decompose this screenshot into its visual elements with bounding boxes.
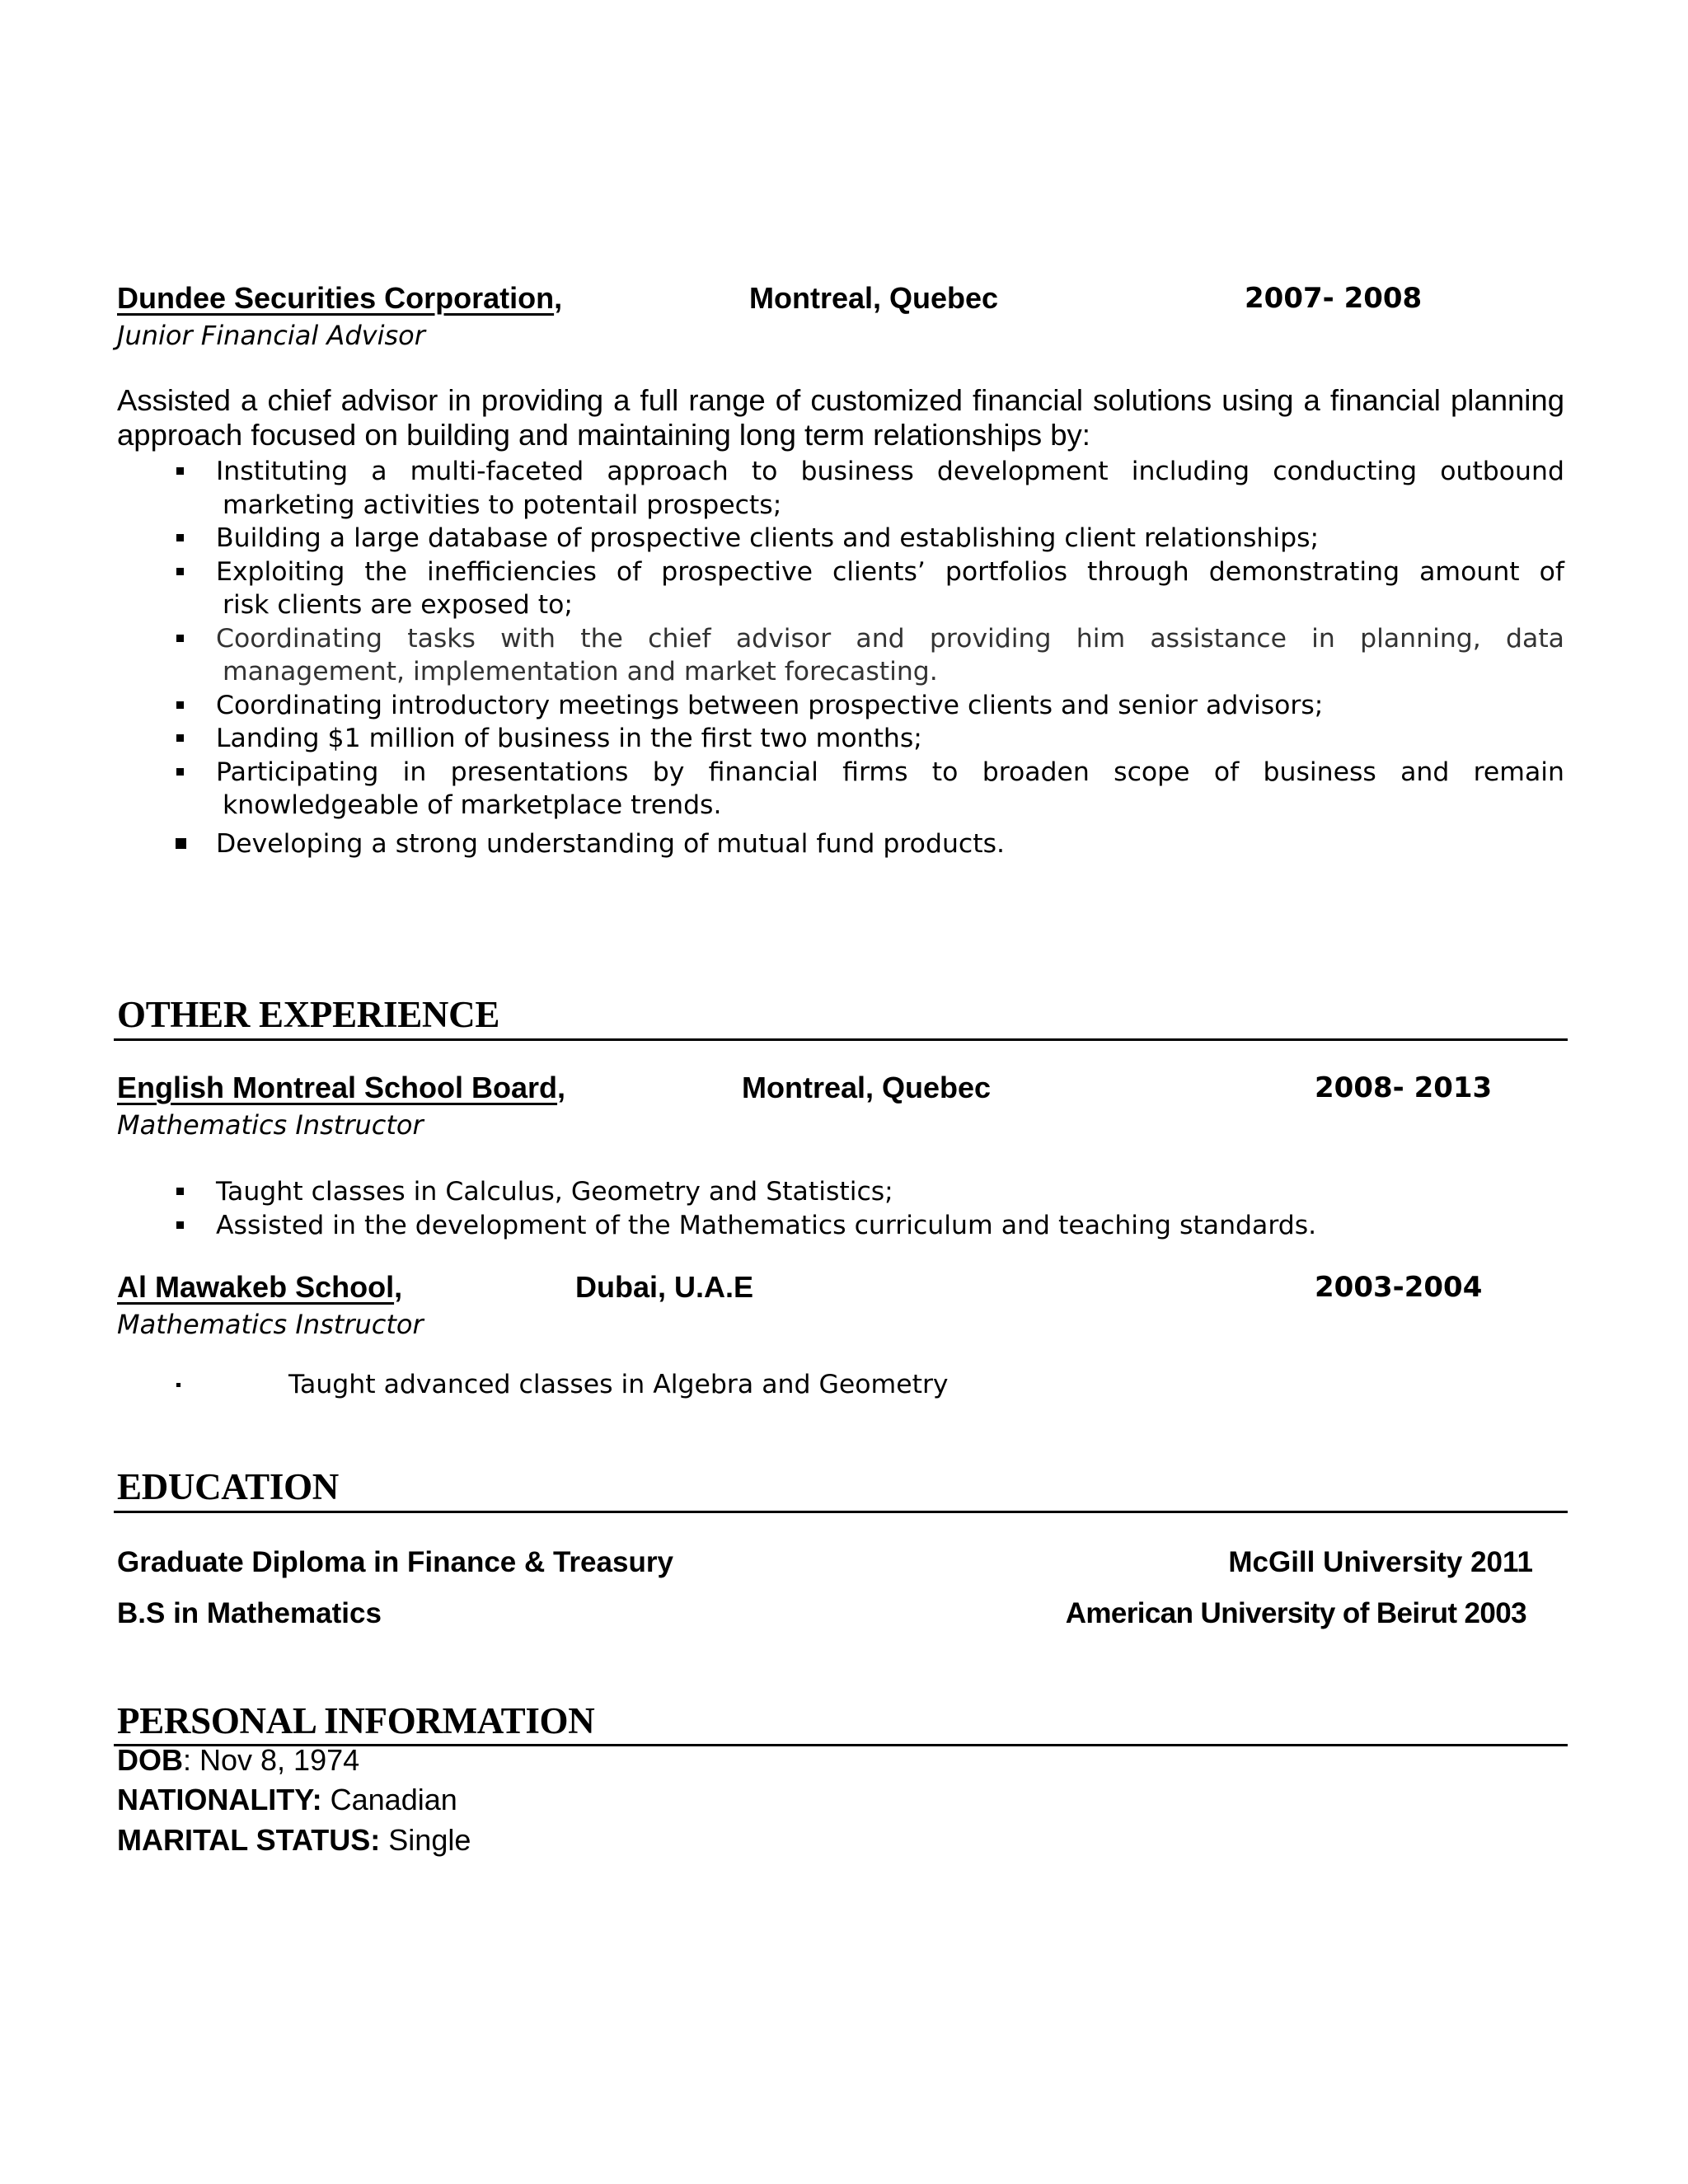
bullet-square-icon <box>176 701 184 709</box>
bullet-square-icon <box>176 1383 181 1387</box>
years-al-mawakeb: 2003-2004 <box>1315 1271 1483 1304</box>
list-item: Assisted in the development of the Mathematics curriculum and teaching standards. <box>216 1209 1564 1243</box>
bullet-square-icon <box>176 768 184 776</box>
years-dundee: 2007- 2008 <box>1245 282 1423 315</box>
section-heading-other-experience: OTHER EXPERIENCE <box>117 994 500 1035</box>
intro-line: approach focused on building and maintaining long term relationships by: <box>117 418 1090 452</box>
list-item: Building a large database of prospective clients and establishing client relationships; <box>216 522 1564 555</box>
section-heading-education: EDUCATION <box>117 1466 339 1507</box>
dob-line: DOB: Nov 8, 1974 <box>117 1743 360 1777</box>
section-divider <box>114 1038 1568 1041</box>
school-aub: American University of Beirut 2003 <box>1065 1597 1526 1629</box>
location-al-mawakeb: Dubai, U.A.E <box>575 1270 754 1304</box>
emsb-bullet-list <box>216 1175 1564 1242</box>
bullet-square-icon <box>176 1221 184 1229</box>
bullet-square-icon <box>176 635 184 642</box>
role-dundee: Junior Financial Advisor <box>117 320 425 351</box>
role-emsb: Mathematics Instructor <box>117 1109 424 1141</box>
list-item: Coordinating introductory meetings between prospective clients and senior advisors; <box>216 689 1564 723</box>
bullet-square-icon <box>176 734 184 742</box>
employer-al-mawakeb: Al Mawakeb School, <box>117 1270 403 1304</box>
bullet-square-icon <box>176 568 184 575</box>
location-dundee: Montreal, Quebec <box>749 281 999 315</box>
intro-line: Assisted a chief advisor in providing a full range of customized financial solutions using a financial planning <box>117 383 1564 417</box>
degree-bs-mathematics: B.S in Mathematics <box>117 1597 382 1629</box>
bullet-square-icon <box>176 1188 184 1195</box>
section-divider <box>114 1511 1568 1513</box>
list-item: Taught classes in Calculus, Geometry and Statistics; <box>216 1175 1564 1209</box>
employer-dundee: Dundee Securities Corporation, <box>117 281 563 315</box>
bullet-square-icon <box>176 534 184 541</box>
degree-graduate-diploma: Graduate Diploma in Finance & Treasury <box>117 1546 673 1578</box>
dundee-bullet-list <box>216 455 1564 860</box>
years-emsb: 2008- 2013 <box>1315 1071 1493 1104</box>
location-emsb: Montreal, Quebec <box>742 1071 992 1104</box>
nationality-line: NATIONALITY: Canadian <box>117 1783 457 1816</box>
list-item: Instituting a multi-faceted approach to business development including conducting outbound marketing activities to potentail prospects; <box>216 455 1564 522</box>
list-item: Taught advanced classes in Algebra and Geometry <box>288 1368 1525 1402</box>
list-item: Exploiting the inefficiencies of prospective clients’ portfolios through demonstrating amount of risk clients are exposed to; <box>216 555 1564 622</box>
list-item: Developing a strong understanding of mutual fund products. <box>216 827 1564 861</box>
bullet-square-icon <box>176 467 184 475</box>
list-item: Coordinating tasks with the chief advisor and providing him assistance in planning, data management, implementation and market forecasting. <box>216 622 1564 689</box>
intro-paragraph <box>117 383 1564 452</box>
list-item: Participating in presentations by financial firms to broaden scope of business and remain knowledgeable of marketplace trends. <box>216 756 1564 823</box>
bullet-square-icon <box>176 838 186 849</box>
list-item: Landing $1 million of business in the first two months; <box>216 722 1564 756</box>
school-mcgill: McGill University 2011 <box>1228 1546 1533 1578</box>
al-mawakeb-bullet-list <box>288 1368 1525 1402</box>
role-al-mawakeb: Mathematics Instructor <box>117 1309 424 1340</box>
section-heading-personal-information: PERSONAL INFORMATION <box>117 1700 595 1741</box>
employer-emsb: English Montreal School Board, <box>117 1071 566 1104</box>
marital-status-line: MARITAL STATUS: Single <box>117 1823 471 1857</box>
